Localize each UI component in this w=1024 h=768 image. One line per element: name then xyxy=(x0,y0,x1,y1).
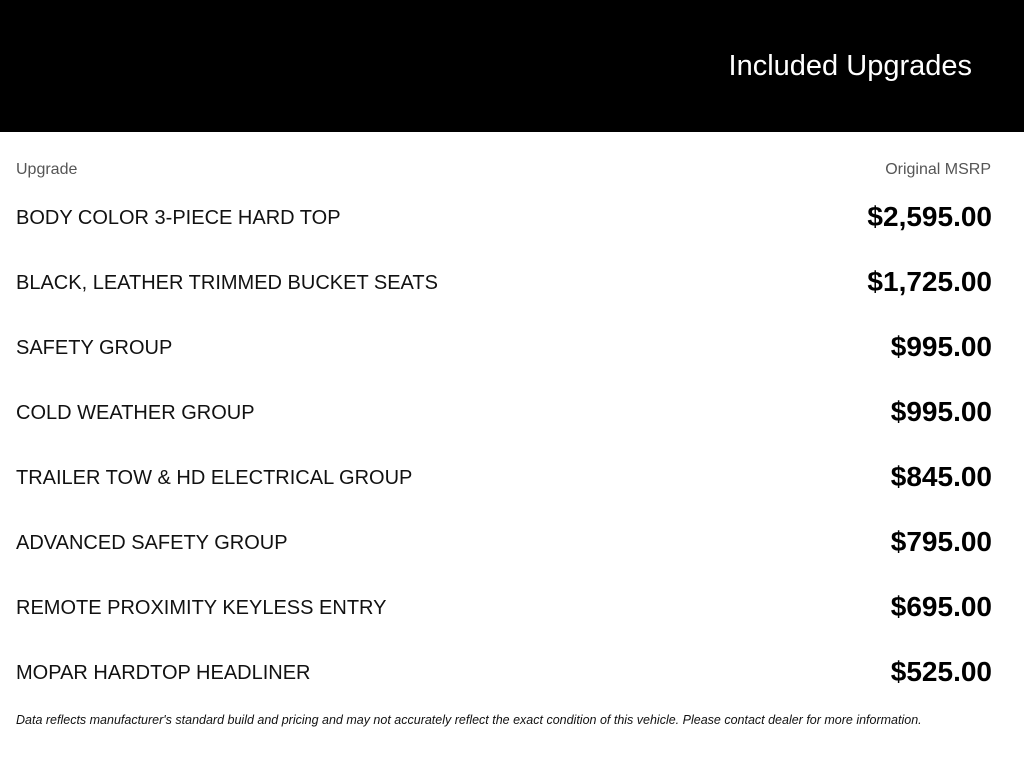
list-item xyxy=(0,640,1024,705)
upgrade-price: $695.00 xyxy=(890,591,992,622)
list-item xyxy=(0,575,1024,640)
upgrade-price: $1,725.00 xyxy=(867,266,992,297)
upgrade-price: $845.00 xyxy=(890,461,992,492)
list-item xyxy=(0,380,1024,445)
upgrade-price: $995.00 xyxy=(890,396,992,427)
upgrade-name: SAFETY GROUP xyxy=(16,337,173,359)
upgrade-price: $995.00 xyxy=(890,331,992,362)
list-item xyxy=(0,510,1024,575)
page-title: Included Upgrades xyxy=(728,50,972,82)
list-item xyxy=(0,185,1024,250)
upgrade-name: TRAILER TOW & HD ELECTRICAL GROUP xyxy=(16,467,413,489)
upgrade-name: MOPAR HARDTOP HEADLINER xyxy=(16,662,311,684)
upgrade-name: BODY COLOR 3-PIECE HARD TOP xyxy=(16,207,341,229)
upgrade-price: $525.00 xyxy=(890,656,992,687)
upgrade-name: ADVANCED SAFETY GROUP xyxy=(16,532,288,554)
list-item xyxy=(0,445,1024,510)
upgrade-price: $795.00 xyxy=(890,526,992,557)
list-item xyxy=(0,250,1024,315)
column-header-msrp: Original MSRP xyxy=(885,161,991,178)
column-header-upgrade: Upgrade xyxy=(16,161,78,178)
upgrade-name: REMOTE PROXIMITY KEYLESS ENTRY xyxy=(16,597,387,619)
upgrade-name: COLD WEATHER GROUP xyxy=(16,402,255,424)
upgrade-price: $2,595.00 xyxy=(867,201,992,232)
header-banner xyxy=(0,0,1024,132)
list-item xyxy=(0,315,1024,380)
disclaimer-text: Data reflects manufacturer's standard build and pricing and may not accurately reflect the exact condition of this vehicle. Please contact dealer for more information. xyxy=(16,713,922,727)
upgrades-list xyxy=(0,185,1024,705)
upgrade-name: BLACK, LEATHER TRIMMED BUCKET SEATS xyxy=(16,272,438,294)
